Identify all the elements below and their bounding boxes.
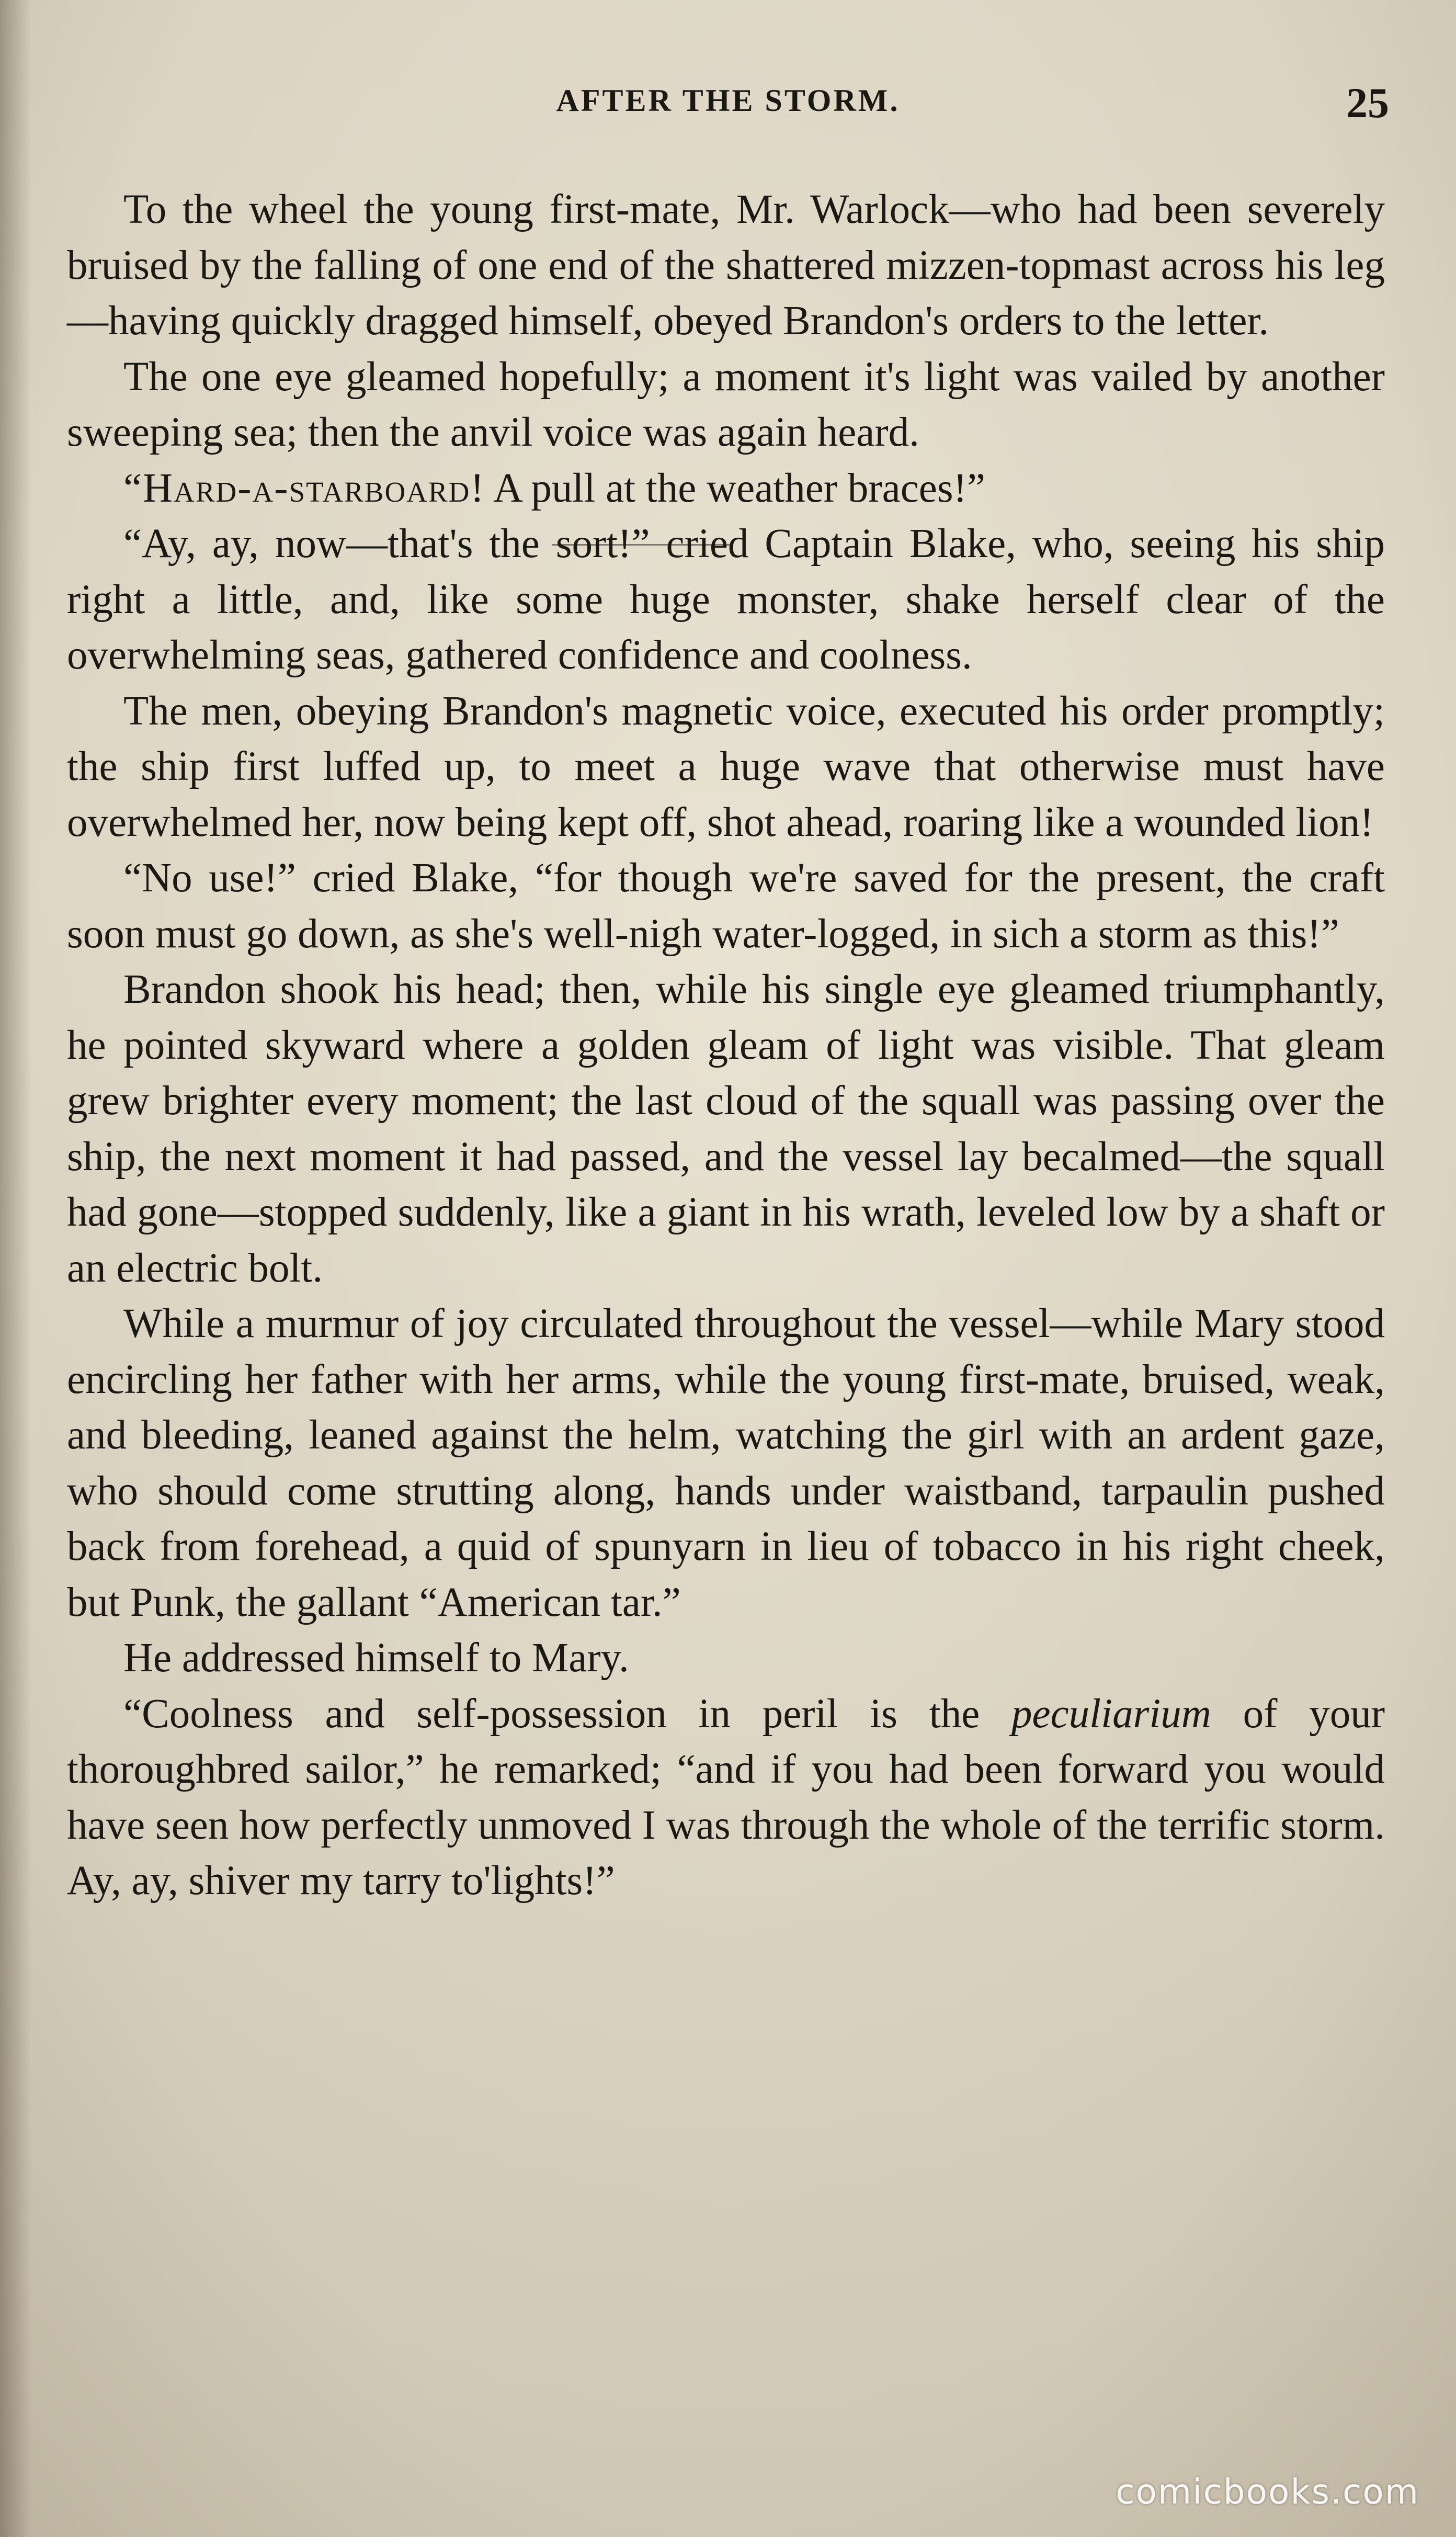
paragraph-10 bbox=[67, 1686, 1385, 1909]
body-text bbox=[67, 182, 1385, 1909]
page-number: 25 bbox=[1346, 79, 1389, 127]
paragraph-7: Brandon shook his head; then, while his single eye gleamed triumphantly, he pointed skyward where a golden gleam of light was visible. That gleam grew brighter every moment; the last cloud of the squall was passing over the ship, the next moment it had passed, and the vessel lay becalmed—the squall had gone—stopped suddenly, like a giant in his wrath, leveled low by a shaft or an electric bolt. bbox=[67, 967, 1385, 1291]
page-gutter-shadow bbox=[0, 0, 31, 2537]
shouted-order: “Hard-a-starboard! bbox=[123, 465, 485, 511]
running-title: AFTER THE STORM. bbox=[556, 83, 900, 118]
paragraph-10-lead: “Coolness and self-possession in peril is the bbox=[123, 1691, 1012, 1737]
paragraph-4: “Ay, ay, now—that's the sort!” cried Captain Blake, who, seeing his ship right a little, and, like some huge monster, shake herself clear of the overwhelming seas, gathered confidence and coolness. bbox=[67, 521, 1385, 678]
paragraph-1: To the wheel the young first-mate, Mr. Warlock—who had been severely bruised by the falling of one end of the shattered mizzen-topmast across his leg—having quickly dragged himself, obeyed Brandon's orders to the letter. bbox=[67, 187, 1385, 344]
italic-word: peculiarium bbox=[1011, 1691, 1211, 1737]
page-header bbox=[67, 78, 1389, 136]
paragraph-9: He addressed himself to Mary. bbox=[123, 1635, 629, 1681]
watermark: comicbooks.com bbox=[1116, 2472, 1419, 2512]
paragraph-3 bbox=[67, 461, 1385, 517]
paragraph-2: The one eye gleamed hopefully; a moment it's light was vailed by another sweeping sea; then the anvil voice was again heard. bbox=[67, 354, 1385, 455]
paragraph-8: While a murmur of joy circulated throughout the vessel—while Mary stood encircling her father with her arms, while the young first-mate, bruised, weak, and bleeding, leaned against the helm, watching the girl with an ardent gaze, who should come strutting along, hands under waistband, tarpaulin pushed back from forehead, a quid of spunyarn in lieu of tobacco in his right cheek, but Punk, the gallant “American tar.” bbox=[67, 1301, 1385, 1625]
paragraph-6: “No use!” cried Blake, “for though we're saved for the present, the craft soon must go down, as she's well-nigh water-logged, in sich a storm as this!” bbox=[67, 855, 1385, 957]
paragraph-10-rest: of your thoroughbred sailor,” he remarked; “and if you had been forward you would have seen how perfectly unmoved I was through the whole of the terrific storm. Ay, ay, shiver my tarry to'lights!” bbox=[67, 1691, 1385, 1904]
paragraph-5: The men, obeying Brandon's magnetic voice, executed his order promptly; the ship first luffed up, to meet a huge wave that otherwise must have overwhelmed her, now being kept off, shot ahead, roaring like a wounded lion! bbox=[67, 688, 1385, 845]
paragraph-3-rest: A pull at the weather braces!” bbox=[485, 465, 985, 511]
